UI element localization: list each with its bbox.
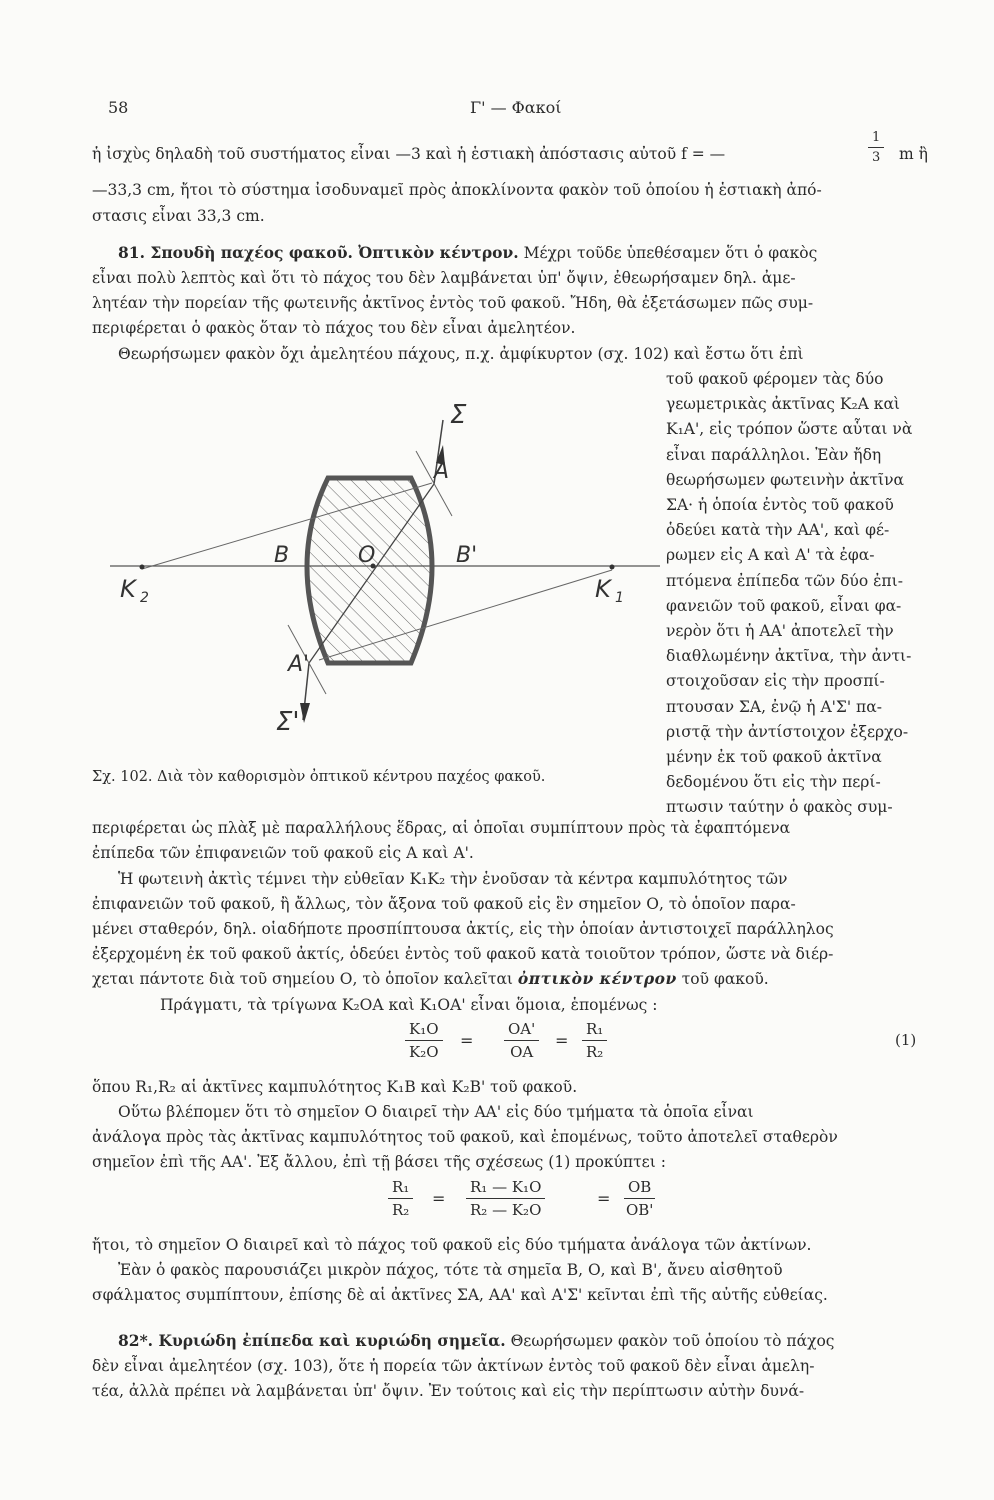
after-eq2-p-line-2: σφάλματος συμπίπτουν, ἐπίσης δὲ αἱ ἀκτῖνες ΣΑ, ΑΑ' καὶ Α'Σ' κεῖνται ἐπὶ τῆς αὐτῆς εὐθείας. [92,1286,828,1304]
p2-line-5: χεται πάντοτε διὰ τοῦ σημείου Ο, τὸ ὁποῖον καλεῖται ὀπτικὸν κέντρον τοῦ φακοῦ. [92,969,769,988]
rc-line: στοιχοῦσαν εἰς τὴν προσπί- [666,672,885,691]
point-k1 [610,565,615,570]
section-82-first-line: 82*. Κυριώδη ἐπίπεδα καὶ κυριώδη σημεῖα. Θεωρήσωμεν φακὸν τοῦ ὁποίου τὸ πάχος [118,1331,835,1350]
after-eq1-p-line-2: ἀνάλογα πρὸς τὰς ἀκτῖνας καμπυλότητος τοῦ φακοῦ, καὶ ἑπομένως, τοῦτο ἀποτελεῖ σταθερὸν [92,1128,838,1146]
arrowhead-emergent [300,703,310,723]
after-eq2-p-line-1: Ἐὰν ὁ φακὸς παρουσιάζει μικρὸν πάχος, τότε τὰ σημεῖα Β, Ο, καὶ Β', ἄνευ αἰσθητοῦ [118,1261,783,1279]
label-o: O [358,543,376,568]
rc-line: ριστᾷ τὴν ἀντίστοιχον ἐξερχο- [666,722,909,741]
rc-line: θεωρήσωμεν φωτεινὴν ἀκτῖνα [666,470,905,489]
running-title: Γ' — Φακοί [470,98,562,117]
intro-line-2: —33,3 cm, ἤτοι τὸ σύστημα ἰσοδυναμεῖ πρὸς ἀποκλίνοντα φακὸν τοῦ ὁποίου ἡ ἑστιακὴ ἀπό- [92,181,822,199]
rc-line: πτωσιν ταύτην ὁ φακὸς συμ- [666,798,893,817]
rc-line: πτόμενα ἐπίπεδα τῶν δύο ἐπι- [666,571,903,590]
label-k1: K [595,575,611,603]
eq1-fraction-3: $\frac{\text{R₁}}{\text{R₂}}$ [582,1020,607,1061]
p2-line-1: Ἡ φωτεινὴ ἀκτὶς τέμνει τὴν εὐθεῖαν Κ₁Κ₂ τὴν ἑνοῦσαν τὰ κέντρα καμπυλότητος τῶν [118,870,788,888]
after-eq2-line-1: ἤτοι, τὸ σημεῖον Ο διαιρεῖ καὶ τὸ πάχος τοῦ φακοῦ εἰς δύο τμήματα ἀνάλογα τῶν ἀκτίνων. [92,1236,812,1254]
section-82-title: 82*. Κυριώδη ἐπίπεδα καὶ κυριώδη σημεῖα. [118,1331,506,1350]
section-81-first-line: 81. Σπουδὴ παχέος φακοῦ. Ὀπτικὸν κέντρον. Μέχρι τοῦδε ὑπεθέσαμεν ὅτι ὁ φακὸς [118,243,818,262]
point-k2 [140,565,145,570]
rc-line: ΣΑ· ἡ ὁποία ἐντὸς τοῦ φακοῦ [666,496,894,515]
section-81-line-2: εἶναι πολὺ λεπτὸς καὶ ὅτι τὸ πάχος του δὲν λαμβάνεται ὑπ' ὄψιν, ἐθεωρήσαμεν δηλ. ἀμε- [92,269,796,287]
eq1-number: (1) [895,1031,917,1049]
rc-line: φανειῶν τοῦ φακοῦ, εἶναι φα- [666,596,902,615]
after-eq1-p-line-3: σημεῖον ἐπὶ τῆς ΑΑ'. Ἐξ ἄλλου, ἐπὶ τῇ βάσει τῆς σχέσεως (1) προκύπτει : [92,1153,666,1171]
intro-line-1-end: m ἢ [899,145,928,163]
lens-outline [307,478,432,663]
eq1-equals-2: = [555,1031,569,1050]
p3-line: Πράγματι, τὰ τρίγωνα Κ₂ΟΑ καὶ Κ₁ΟΑ' εἶναι ὅμοια, ἑπομένως : [160,996,658,1014]
body-line-2: ἐπίπεδα τῶν ἐπιφανειῶν τοῦ φακοῦ εἰς Α καὶ Α'. [92,844,474,862]
rc-line: γεωμετρικὰς ἀκτῖνας Κ₂Α καὶ [666,395,901,414]
section-81-title: 81. Σπουδὴ παχέος φακοῦ. Ὀπτικὸν κέντρον. [118,243,519,262]
after-eq1-p-line-1: Οὕτω βλέπομεν ὅτι τὸ σημεῖον Ο διαιρεῖ τὴν ΑΑ' εἰς δύο τμήματα τὰ ὁποῖα εἶναι [118,1103,754,1121]
rc-line: πτουσαν ΣΑ, ἐνῷ ἡ Α'Σ' πα- [666,697,882,716]
p2-line-2: ἐπιφανειῶν τοῦ φακοῦ, ἢ ἄλλως, τὸν ἄξονα τοῦ φακοῦ εἰς ἓν σημεῖον Ο, τὸ ὁποῖον παρα- [92,895,796,913]
label-a: A [434,459,450,484]
label-b: B [274,543,290,568]
rc-line: τοῦ φακοῦ φέρομεν τὰς δύο [666,370,884,388]
eq1-equals-1: = [460,1031,474,1050]
eq2-fraction-2: $\frac{\text{R₁ — K₁O}}{\text{R₂ — K₂O}}$ [466,1178,545,1219]
section-81-line-3: λητέαν τὴν πορείαν τῆς φωτεινῆς ἀκτῖνος ἐντὸς τοῦ φακοῦ. Ἤδη, θὰ ἐξετάσωμεν πῶς συμ- [92,294,814,312]
label-k1-sub: 1 [615,590,624,606]
eq2-equals-2: = [597,1189,611,1208]
page-number: 58 [108,98,129,117]
eq1-fraction-1: $\frac{\text{K₁O}}{\text{K₂O}}$ [405,1020,443,1061]
label-sigma: Σ [450,400,467,430]
section-82-line-2: δὲν εἶναι ἀμελητέον (σχ. 103), ὅτε ἡ πορεία τῶν ἀκτίνων ἐντὸς τοῦ φακοῦ δὲν εἶναι ἀμελη- [92,1357,815,1375]
rc-line: εἶναι παράλληλοι. Ἐὰν ἤδη [666,445,882,464]
body-line-1: περιφέρεται ὡς πλὰξ μὲ παραλλήλους ἕδρας, αἱ ὁποῖαι συμπίπτουν πρὸς τὰ ἐφαπτόμενα [92,819,791,837]
section-81-line-5: Θεωρήσωμεν φακὸν ὄχι ἀμελητέου πάχους, π.χ. ἀμφίκυρτον (σχ. 102) καὶ ἔστω ὅτι ἐπὶ [118,345,804,363]
label-k2: K [120,575,136,603]
rc-line: δεδομένου ὅτι εἰς τὴν περί- [666,773,881,792]
intro-line-3: στασις εἶναι 33,3 cm. [92,207,265,225]
eq1-fraction-2: $\frac{OA'}{OA}$ [504,1020,539,1061]
eq2-fraction-1: $\frac{\text{R₁}}{\text{R₂}}$ [388,1178,413,1219]
eq2-fraction-3: $\frac{OB}{OB'}$ [625,1178,654,1219]
rc-line: νερὸν ὅτι ἡ ΑΑ' ἀποτελεῖ τὴν [666,622,894,641]
figure-caption: Σχ. 102. Διὰ τὸν καθορισμὸν ὀπτικοῦ κέντρου παχέος φακοῦ. [92,769,546,785]
after-eq1-line-1: ὅπου R₁,R₂ αἱ ἀκτῖνες καμπυλότητος Κ₁Β καὶ Κ₂Β' τοῦ φακοῦ. [92,1078,578,1096]
figure-102-diagram [100,385,660,765]
intro-line-1: ἡ ἰσχὺς δηλαδὴ τοῦ συστήματος εἶναι —3 καὶ ἡ ἑστιακὴ ἀπόστασις αὐτοῦ f = — [92,145,726,163]
section-81-line-4: περιφέρεται ὁ φακὸς ὅταν τὸ πάχος του δὲν εἶναι ἀμελητέον. [92,319,576,337]
rc-line: ρωμεν εἰς Α καὶ Α' τὰ ἐφα- [666,546,875,565]
label-sigma-prime: Σ' [276,707,300,737]
intro-fraction: $\frac{1}{3}$ [868,130,884,165]
rc-line: μένην ἐκ τοῦ φακοῦ ἀκτῖνα [666,748,882,767]
label-k2-sub: 2 [140,590,149,606]
rc-line: διαθλωμένην ἀκτῖνα, τὴν ἀντι- [666,647,912,666]
p2-line-4: ἐξερχομένη ἐκ τοῦ φακοῦ ἀκτίς, ὁδεύει ἐντὸς τοῦ φακοῦ κατὰ τοιοῦτον τρόπον, ὥστε νὰ διέρ- [92,945,834,963]
rc-line: Κ₁Α', εἰς τρόπον ὥστε αὗται νὰ [666,420,913,439]
label-b-prime: B' [456,543,478,568]
right-column-text [666,367,948,821]
optical-center-term: ὀπτικὸν κέντρον [517,969,677,988]
section-82-line-3: τέα, ἀλλὰ πρέπει νὰ λαμβάνεται ὑπ' ὄψιν. Ἐν τούτοις καὶ εἰς τὴν περίπτωσιν αὐτὴν δυνά- [92,1382,805,1400]
p2-line-3: μένει σταθερόν, δηλ. οἱαδήποτε προσπίπτουσα ἀκτίς, εἰς τὴν ὁποίαν ἀντιστοιχεῖ παράλληλος [92,920,834,938]
rc-line: ὁδεύει κατὰ τὴν ΑΑ', καὶ φέ- [666,521,890,540]
eq2-equals-1: = [432,1189,446,1208]
label-a-prime: A' [288,652,310,677]
